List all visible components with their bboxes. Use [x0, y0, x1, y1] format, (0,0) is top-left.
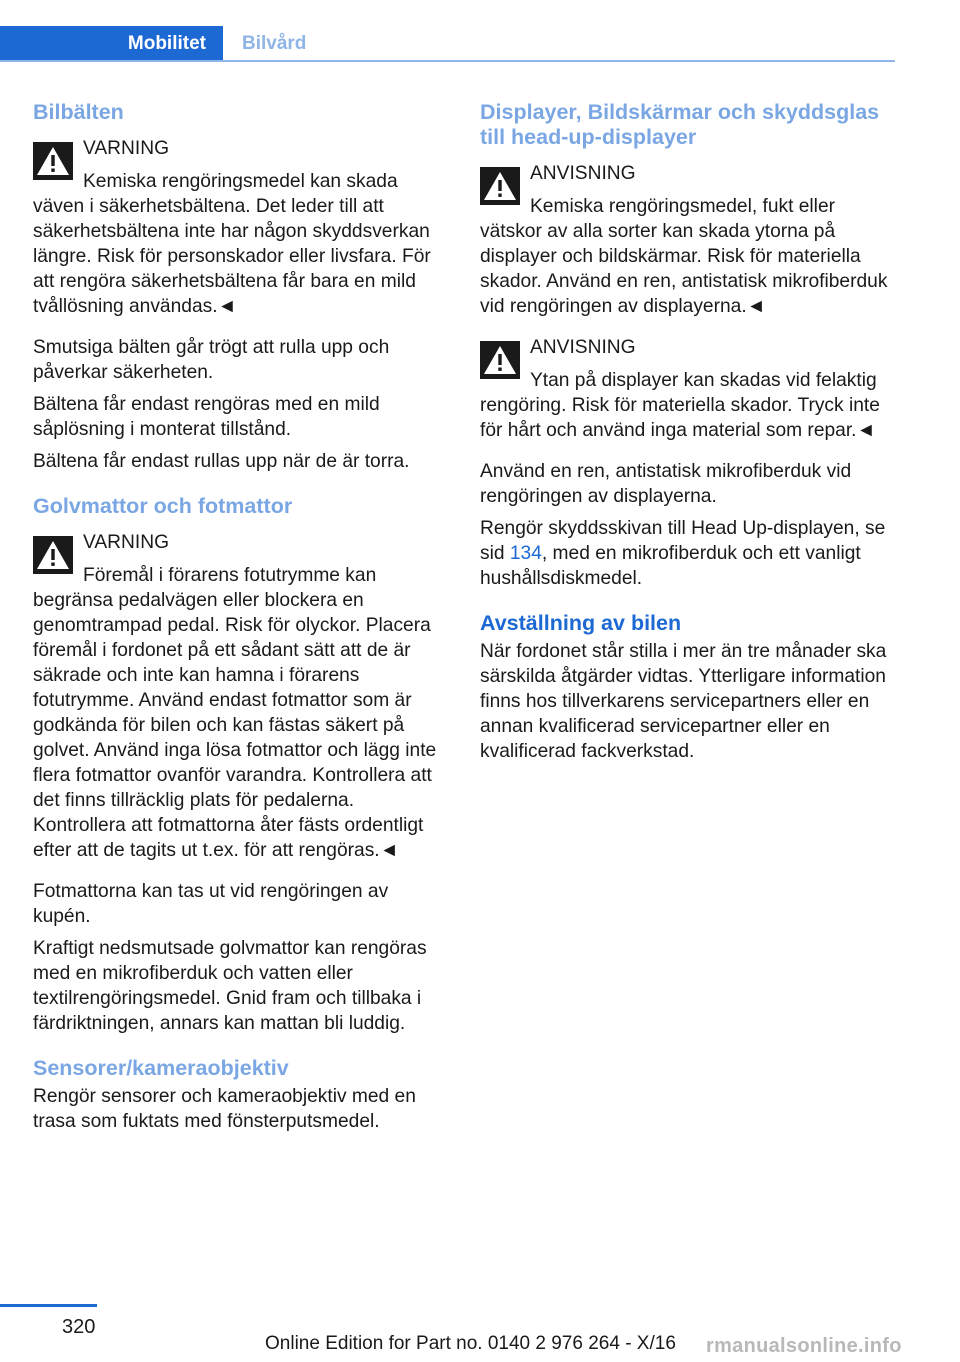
notice-text: Kemiska rengöringsmedel, fukt eller vätskor av alla sorter kan skada ytorna på displayer och bildskärmar. Risk för materiella skador. Använd en ren, antistatisk mikrofiberduk vid rengöringen av displayerna.◄ [480, 196, 888, 317]
paragraph: Bältena får endast rengöras med en mild såplösning i monterat tillstånd. [33, 394, 380, 440]
notice-block [480, 161, 898, 319]
warning-block [33, 530, 451, 863]
footer-divider [0, 1304, 97, 1307]
paragraph: Bältena får endast rullas upp när de är torra. [33, 451, 410, 472]
header-divider [0, 60, 895, 62]
watermark: rmanualsonline.info [706, 1335, 902, 1357]
edition-text: Online Edition for Part no. 0140 2 976 264 - X/16 [265, 1333, 676, 1354]
paragraph: Rengör skyddsskivan till Head Up-displayen, se sid 134, med en mikrofiberduk och ett vanligt hushållsdiskmedel. [480, 518, 886, 589]
notice-text: Ytan på displayer kan skadas vid felaktig rengöring. Risk för materiella skador. Tryck inte för hårt och använd inga material som repar.◄ [480, 370, 880, 441]
warning-triangle-icon [33, 536, 73, 574]
right-column [480, 100, 898, 764]
notice-label: ANVISNING [530, 163, 636, 184]
paragraph: Använd en ren, antistatisk mikrofiberduk vid rengöringen av displayerna. [480, 461, 852, 507]
notice-block [480, 335, 898, 443]
tab-bilvard[interactable]: Bilvård [242, 32, 307, 54]
paragraph: Smutsiga bälten går trögt att rulla upp och påverkar säkerheten. [33, 337, 390, 383]
notice-label: ANVISNING [530, 337, 636, 358]
section-title: Bilbälten [33, 100, 124, 124]
left-column [33, 100, 451, 1134]
warning-triangle-icon [33, 142, 73, 180]
section-title: Golvmattor och fotmattor [33, 494, 293, 518]
paragraph: När fordonet står stilla i mer än tre månader ska särskilda åtgärder vidtas. Ytterligare information finns hos tillverkarens servicepartners eller en annan kvalificerad servicepartner eller en kvalificerad fackverkstad. [480, 641, 887, 762]
page-link-134[interactable]: 134 [509, 543, 542, 564]
section-title: Avställning av bilen [480, 611, 682, 635]
section-title: Sensorer/kameraobjektiv [33, 1056, 289, 1080]
warning-text: Kemiska rengöringsmedel kan skada väven i säkerhetsbältena. Det leder till att säkerhetsbältena inte har någon skyddsverkan längre. Risk för personskador eller livsfara. För att rengöra säkerhetsbältena får bara en mild tvållösning användas.◄ [33, 171, 431, 317]
paragraph: Fotmattorna kan tas ut vid rengöringen av kupén. [33, 881, 389, 927]
paragraph: Rengör sensorer och kameraobjektiv med en trasa som fuktats med fönsterputsmedel. [33, 1086, 416, 1132]
section-bilbalten [33, 100, 451, 474]
warning-triangle-icon [480, 341, 520, 379]
section-sensorer [33, 1056, 451, 1134]
section-golvmattor [33, 494, 451, 1036]
warning-label: VARNING [83, 138, 169, 159]
warning-triangle-icon [480, 167, 520, 205]
warning-text: Föremål i förarens fotutrymme kan begränsa pedalvägen eller blockera en genomtrampad pedal. Risk för olyckor. Placera föremål i fordonet på ett sådant sätt att de är säkrade och inte kan hamna i förarens fotutrymme. Använd endast fotmattor som är godkända för bilen och kan fästas säkert på golvet. Använd inga lösa fotmattor och lägg inte flera fotmattor ovanför varandra. Kontrollera att det finns tillräcklig plats för pedalerna. Kontrollera att fotmattorna åter fästs ordentligt efter att de tagits ut t.ex. för att rengöras.◄ [33, 565, 437, 861]
section-displayer [480, 100, 898, 591]
warning-label: VARNING [83, 532, 169, 553]
page-header [0, 0, 960, 62]
section-title: Displayer, Bildskärmar och skyddsglas till head-up-displayer [480, 100, 880, 149]
paragraph: Kraftigt nedsmutsade golvmattor kan rengöras med en mikrofiberduk och vatten eller textilrengöringsmedel. Gnid fram och tillbaka i färdriktningen, annars kan mattan bli luddig. [33, 938, 427, 1034]
page-number: 320 [62, 1316, 96, 1338]
section-avstallning [480, 611, 898, 764]
tab-mobilitet[interactable]: Mobilitet [0, 26, 223, 61]
warning-block [33, 136, 451, 319]
